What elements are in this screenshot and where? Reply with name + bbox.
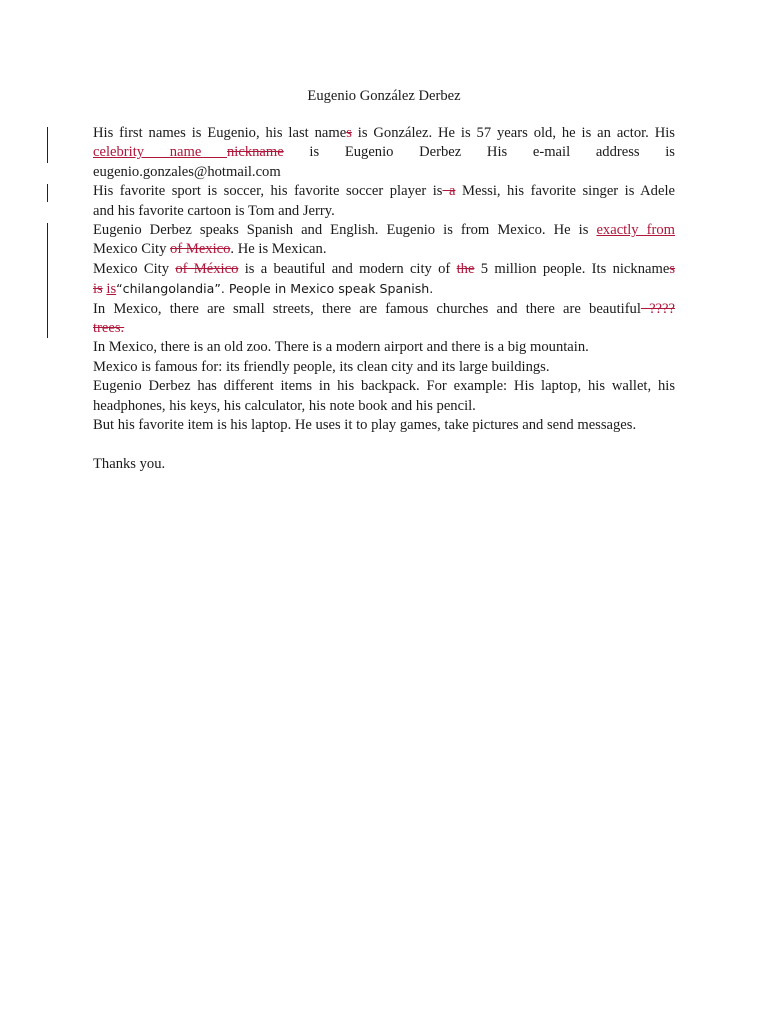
- text-run: is Eugenio Derbez His e-mail address is: [283, 144, 675, 161]
- inserted-text: celebrity name: [93, 144, 227, 161]
- deleted-text: of Mexico: [170, 241, 231, 258]
- deleted-text: is: [93, 281, 103, 298]
- deleted-text: s: [346, 125, 352, 141]
- inserted-text: is: [106, 281, 117, 298]
- change-bar: [47, 184, 48, 202]
- text-run: In Mexico, there are small streets, there are famous churches and there are beautiful: [93, 300, 641, 317]
- line-9: [93, 279, 675, 299]
- text-run: Mexico City: [93, 260, 176, 277]
- line-11: [93, 319, 675, 338]
- deleted-text: nickname: [227, 144, 284, 161]
- deleted-text: ????: [640, 300, 675, 317]
- text-run: . He is Mexican.: [230, 241, 327, 258]
- text-run: His favorite sport is soccer, his favorite soccer player is: [93, 183, 443, 200]
- line-16: But his favorite item is his laptop. He uses it to play games, take pictures and send messages.: [93, 417, 637, 434]
- line-2: [93, 143, 675, 162]
- line-12: In Mexico, there is an old zoo. There is a modern airport and there is a big mountain.: [93, 339, 589, 356]
- blank-line: [93, 436, 675, 455]
- line-5: and his favorite cartoon is Tom and Jerry.: [93, 202, 335, 219]
- change-bar: [47, 223, 48, 338]
- deleted-text: a: [442, 183, 456, 200]
- text-run: Eugenio Derbez speaks Spanish and English. Eugenio is from Mexico. He is: [93, 222, 597, 239]
- deleted-text: of México: [175, 260, 239, 277]
- line-17: Thanks you.: [93, 455, 166, 472]
- deleted-text: the: [456, 260, 475, 277]
- line-3: eugenio.gonzales@hotmail.com: [93, 163, 281, 180]
- text-run: is a beautiful and modern city of: [238, 260, 457, 277]
- text-run: is González. He is 57 years old, he is an actor. His: [351, 125, 675, 141]
- text-run: Mexico City: [93, 241, 171, 258]
- line-13: Mexico is famous for: its friendly people, its clean city and its large buildings.: [93, 358, 550, 375]
- line-8: [93, 260, 675, 279]
- text-run: 5 million people. Its nickname: [474, 260, 670, 277]
- deleted-text: trees.: [93, 320, 125, 337]
- line-1: [93, 124, 675, 143]
- line-15: headphones, his keys, his calculator, his note book and his pencil.: [93, 397, 476, 414]
- inserted-text: exactly from: [596, 222, 676, 239]
- deleted-text: s: [669, 260, 675, 277]
- document-title: Eugenio González Derbez: [307, 88, 461, 104]
- line-6: [93, 221, 675, 240]
- line-7: [93, 240, 675, 259]
- text-run: His first names is Eugenio, his last name: [93, 125, 347, 141]
- change-bar: [47, 127, 48, 163]
- text-run: Messi, his favorite singer is Adele: [455, 183, 675, 200]
- document-body: [93, 124, 675, 474]
- line-14: Eugenio Derbez has different items in his backpack. For example: His laptop, his wallet, his: [93, 378, 675, 395]
- line-4: [93, 182, 675, 201]
- text-run: “chilangolandia”. People in Mexico speak Spanish.: [116, 281, 434, 297]
- line-10: [93, 300, 675, 319]
